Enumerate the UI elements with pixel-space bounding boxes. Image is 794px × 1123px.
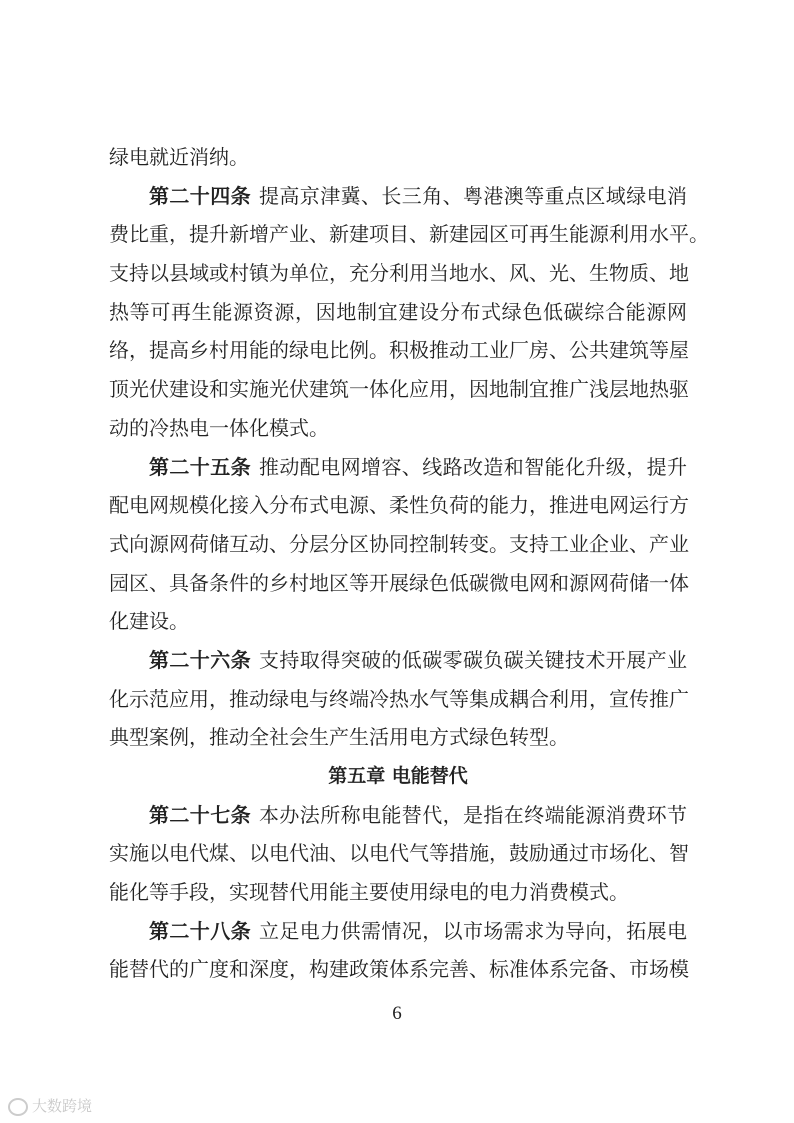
text-line <box>109 486 687 525</box>
text-line <box>109 564 687 603</box>
line-text: 络，提高乡村用能的绿电比例。积极推动工业厂房、公共建筑等屋 <box>109 338 689 363</box>
text-line <box>109 370 687 409</box>
page-number: 6 <box>392 1003 402 1024</box>
line-text: 能替代的广度和深度，构建政策体系完善、标准体系完备、市场模 <box>109 957 689 982</box>
text-line <box>109 138 687 177</box>
line-text: 典型案例，推动全社会生产生活用电方式绿色转型。 <box>109 725 569 750</box>
document-body <box>109 138 709 989</box>
text-line <box>109 215 709 254</box>
text-line <box>109 448 687 487</box>
line-text: 配电网规模化接入分布式电源、柔性负荷的能力，推进电网运行方 <box>109 493 689 518</box>
line-text: 园区、具备条件的乡村地区等开展绿色低碳微电网和源网荷储一体 <box>109 570 689 595</box>
article-number: 第二十六条 <box>149 647 251 672</box>
line-text: 支持取得突破的低碳零碳负碳关键技术开展产业 <box>259 647 687 672</box>
line-text: 动的冷热电一体化模式。 <box>109 415 329 440</box>
line-text: 式向源网荷储互动、分层分区协同控制转变。支持工业企业、产业 <box>109 531 689 556</box>
text-line <box>109 718 687 757</box>
watermark <box>8 1095 92 1116</box>
article-number: 第二十七条 <box>149 802 251 827</box>
article-number: 第二十五条 <box>149 454 251 479</box>
line-text: 热等可再生能源资源，因地制宜建设分布式绿色低碳综合能源网 <box>109 299 687 324</box>
text-line <box>109 950 687 989</box>
text-line <box>109 641 687 680</box>
line-text: 绿电就近消纳。 <box>109 145 249 169</box>
text-line <box>109 254 687 293</box>
line-text: 费比重，提升新增产业、新建项目、新建园区可再生能源利用水平。 <box>109 222 709 247</box>
line-text: 化示范应用，推动绿电与终端冷热水气等集成耦合利用，宣传推广 <box>109 686 689 711</box>
text-line <box>109 331 687 370</box>
line-text: 提高京津冀、长三角、粤港澳等重点区域绿电消 <box>259 183 687 208</box>
line-text: 推动配电网增容、线路改造和智能化升级，提升 <box>259 454 687 479</box>
text-line <box>109 293 687 332</box>
article-number: 第二十八条 <box>149 918 251 943</box>
text-line <box>109 409 687 448</box>
text-line <box>109 873 687 912</box>
line-text: 立足电力供需情况，以市场需求为导向，拓展电 <box>259 918 687 943</box>
line-text: 本办法所称电能替代，是指在终端能源消费环节 <box>259 802 687 827</box>
text-line <box>109 177 687 216</box>
text-line <box>109 680 687 719</box>
text-line <box>109 834 687 873</box>
text-line <box>109 912 687 951</box>
chapter-heading: 第五章 电能替代 <box>328 765 468 787</box>
line-text: 支持以县域或村镇为单位，充分利用当地水、风、光、生物质、地 <box>109 261 689 286</box>
line-text: 实施以电代煤、以电代油、以电代气等措施，鼓励通过市场化、智 <box>109 841 689 866</box>
text-line <box>109 525 687 564</box>
line-text: 化建设。 <box>109 609 189 634</box>
line-text: 能化等手段，实现替代用能主要使用绿电的电力消费模式。 <box>109 880 629 905</box>
watermark-logo-icon <box>8 1098 28 1116</box>
watermark-text: 大数跨境 <box>32 1097 93 1115</box>
article-number: 第二十四条 <box>149 183 251 208</box>
line-text: 顶光伏建设和实施光伏建筑一体化应用，因地制宜推广浅层地热驱 <box>109 377 689 402</box>
text-line <box>109 602 687 641</box>
text-line <box>109 796 687 835</box>
